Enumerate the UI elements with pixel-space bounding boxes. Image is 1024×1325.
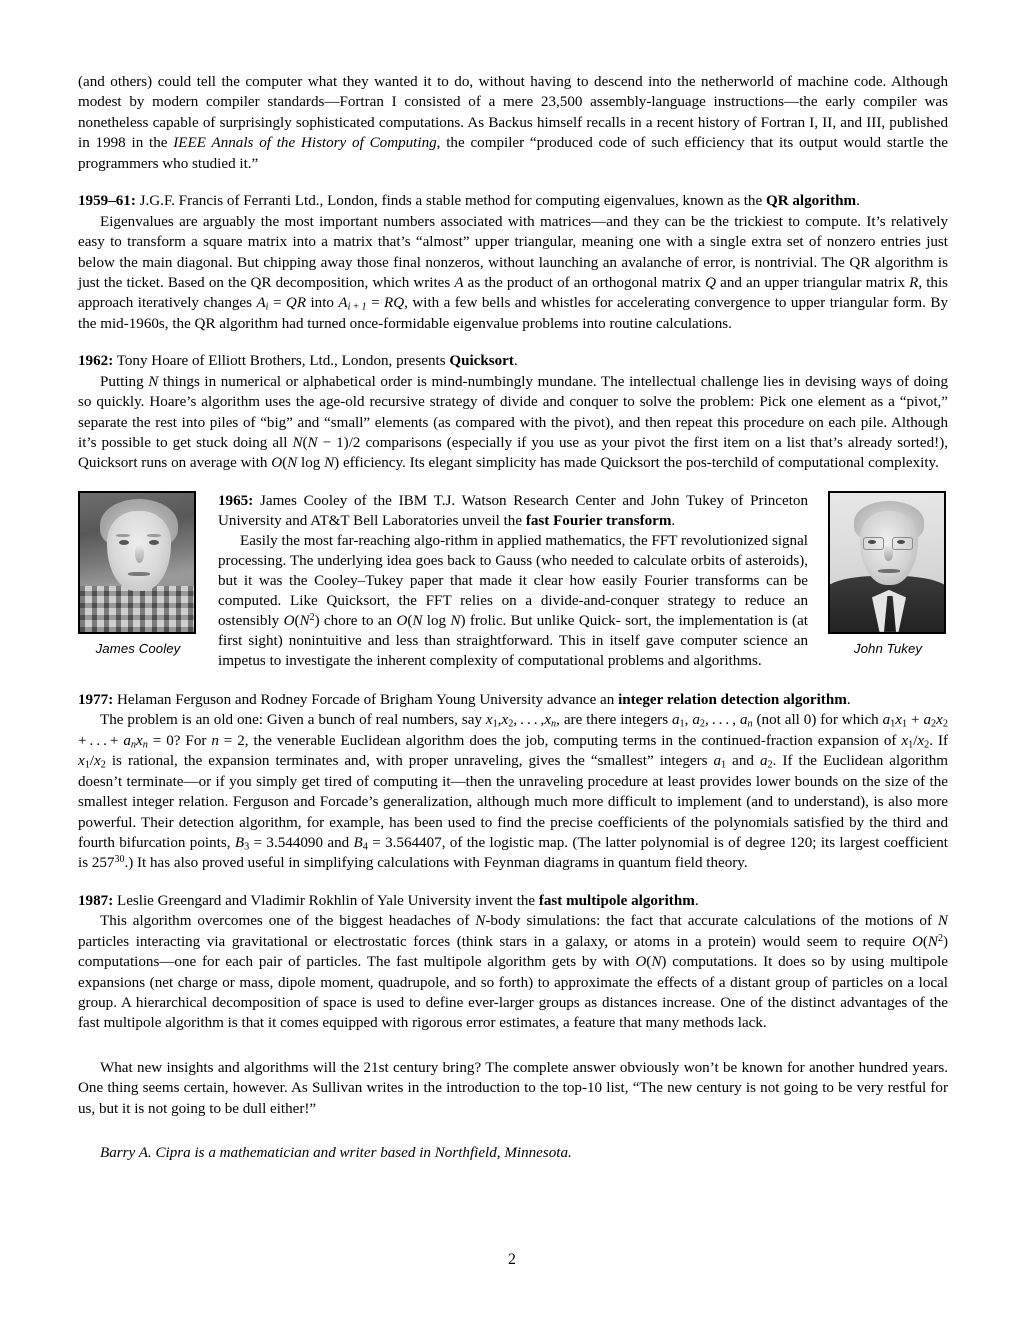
entry-body-1965: Easily the most far-reaching algo-rithm in applied mathematics, the FFT revolutionized signal processing. The underlying idea goes back to Gauss (who needed to calculate orbits of asteroids), but it was the Cooley–Tukey paper that made it clear how easily Fourier transforms can be computed. Like Quicksort, the FFT relies on a divide-and-conquer strategy to reduce an ostensibly $O(N^2)$ chore to an O(N log N) frolic. But unlike Quick- sort, the implementation is (at first sight) nonintuitive and less than straightforward. This in itself gave computer science an impetus to investigate the inherent complexity of computational problems and algorithms. xyxy=(218,533,808,670)
entry-year-1962: 1962: xyxy=(78,353,114,370)
entry-heading-1987 xyxy=(78,891,948,911)
entry-headline-1959-post: . xyxy=(856,193,860,210)
entry-headline-1977-bold: integer relation detection algorithm xyxy=(618,691,847,708)
caption-john-tukey: John Tukey xyxy=(853,640,923,656)
page-number: 2 xyxy=(508,1251,516,1268)
entry-headline-1959-bold: QR algorithm xyxy=(765,193,857,210)
paragraph-closing: What new insights and algorithms will the 21st century bring? The complete answer obviously won’t be known for another hundred years. One thing seems certain, however. As Sullivan writes in the introduction to the top-10 list, “The new century is not going to be very restful for us, but it is not going to be dull either!” xyxy=(78,1059,948,1117)
text-column xyxy=(78,72,948,1164)
photo-artwork-cooley xyxy=(80,493,194,632)
photo-artwork-tukey xyxy=(830,493,944,632)
entry-headline-1965-pre: James Cooley of the IBM T.J. Watson Research Center and John Tukey of Princeton University and AT&T Bell Laboratories unveil the xyxy=(218,492,808,529)
entry-headline-1962-pre: Tony Hoare of Elliott Brothers, Ltd., London, presents xyxy=(113,353,450,370)
entry-year-1959: 1959–61: xyxy=(78,193,136,210)
fortran-text-lead: (and others) could tell the computer what they wanted it to do, without having to descend into the netherworld of machine code. Although modest by modern compiler standards—Fortran I consisted of a mere 23,500 assembly-language instructions—the early compiler was nonetheless capable of surprisingly sophisticated computations. As Backus himself recalls in a recent history of Fortran I, II, and III, published in 1998 in the xyxy=(78,74,948,152)
entry-headline-1965-post: . xyxy=(671,512,676,529)
journal-title-italic: IEEE Annals of the History of Computing xyxy=(173,135,437,152)
entry-heading-1965 xyxy=(218,491,808,531)
entry-body-1987: This algorithm overcomes one of the biggest headaches of N-body simulations: the fact that accurate calculations of the motions of N particles interacting via gravitational or electrostatic forces (think stars in a galaxy, or atoms in a protein) would seem to require $O(N^2)$ computations—one for each pair of particles. The fast multipole algorithm gets by with O(N) computations. It does so by using multipole expansions (net charge or mass, dipole moment, quadrupole, and so forth) to approximate the effects of a distant group of particles on a local group. A hierarchical decomposition of space is used to define ever-larger groups as distances increase. One of the distinct advantages of the fast multipole algorithm is that it comes equipped with rigorous error estimates, a feature that many methods lack. xyxy=(78,913,948,1032)
portrait-john-tukey xyxy=(828,491,948,656)
entry-headline-1987-pre: Leslie Greengard and Vladimir Rokhlin of Yale University invent the xyxy=(113,892,539,909)
fft-text-column xyxy=(218,491,808,672)
entry-headline-1962-bold: Quicksort xyxy=(449,353,514,370)
entry-headline-1962-post: . xyxy=(513,353,518,370)
fft-section xyxy=(78,491,948,673)
photo-john-tukey xyxy=(828,491,946,634)
entry-headline-1959-pre: J.G.F. Francis of Ferranti Ltd., London, finds a stable method for computing eigenvalues, known as the xyxy=(135,193,766,210)
fortran-text-tail: , the compiler “produced code of such efficiency that its output would startle the programmers who studied it.” xyxy=(78,135,948,172)
entry-heading-1977 xyxy=(78,690,948,710)
photo-james-cooley xyxy=(78,491,196,634)
entry-body-1959: Eigenvalues are arguably the most important numbers associated with matrices—and they can be the trickiest to compute. It’s relatively easy to transform a square matrix into a matrix that’s “almost” upper triangular, meaning one with a single extra set of nonzero entries just below the main diagonal. But chipping away those final nonzeros, without launching an avalanche of error, is nontrivial. The QR algorithm is just the ticket. Based on the QR decomposition, which writes A as the product of an orthogonal matrix Q and an upper triangular matrix R, this approach iteratively changes $A_i$ = QR into $A_{i + 1}$ = RQ, with a few bells and whistles for accelerating convergence to upper triangular form. By the mid-1960s, the QR algorithm had turned once-formidable eigenvalue problems into routine calculations. xyxy=(78,213,949,332)
entry-year-1965: 1965: xyxy=(218,492,254,509)
entry-headline-1965-bold: fast Fourier transform xyxy=(525,512,672,529)
entry-headline-1977-pre: Helaman Ferguson and Rodney Forcade of Brigham Young University advance an xyxy=(113,691,619,708)
entry-heading-1962 xyxy=(78,351,948,371)
entry-body-1962: Putting N things in numerical or alphabetical order is mind-numbingly mundane. The intellectual challenge lies in devising ways of doing so quickly. Hoare’s algorithm uses the age-old recursive strategy of divide and conquer to solve the problem: Pick one element as a “pivot,” separate the rest into piles of “big” and “small” elements (as compared with the pivot), and then repeat this procedure on each pile. Although it’s possible to get stuck doing all N(N − 1)/2 comparisons (especially if you use as your pivot the first item on a list that’s already sorted!), Quicksort runs on average with O(N log N) efficiency. Its elegant simplicity has made Quicksort the pos-terchild of computational complexity. xyxy=(78,373,949,472)
entry-heading-1959 xyxy=(78,191,948,211)
caption-james-cooley: James Cooley xyxy=(95,640,181,656)
entry-year-1987: 1987: xyxy=(78,892,114,909)
entry-body-1977: The problem is an old one: Given a bunch of real numbers, say $x_1,x_2$, . . . $,x_n$, are there integers $a_1$, $a_2$, . . . , $a_n$ (not all 0) for which $a_1x_1 + a_2x_2$ + . . . + $a_nx_n = 0$? For n = 2, the venerable Euclidean algorithm does the job, computing terms in the continued-fraction expansion of $x_1/x_2$. If $x_1/x_2$ is rational, the expansion terminates and, with proper unraveling, gives the “smallest” integers $a_1$ and $a_2$. If the Euclidean algorithm doesn’t terminate—or if you simply get tired of computing it—then the unraveling procedure at least provides lower bounds on the size of the smallest integer relation. Ferguson and Forcade’s generalization, although much more difficult to implement (and to understand), is also more powerful. Their detection algorithm, for example, has been used to find the precise coefficients of the polynomials satisfied by the third and fourth bifurcation points, $B_3 = 3.544090$ and $B_4 = 3.564407$, of the logistic map. (The latter polynomial is of degree 120; its largest coefficient is $257^{30}$.) It has also proved useful in simplifying calculations with Feynman diagrams in quantum field theory. xyxy=(78,712,948,872)
entry-year-1977: 1977: xyxy=(78,691,114,708)
entry-headline-1987-bold: fast multipole algorithm xyxy=(538,892,695,909)
entry-headline-1977-post: . xyxy=(846,691,851,708)
entry-headline-1987-post: . xyxy=(694,892,699,909)
portrait-james-cooley xyxy=(78,491,198,656)
author-byline: Barry A. Cipra is a mathematician and writer based in Northfield, Minnesota. xyxy=(100,1145,572,1162)
paragraph-fortran-continued xyxy=(78,72,948,174)
